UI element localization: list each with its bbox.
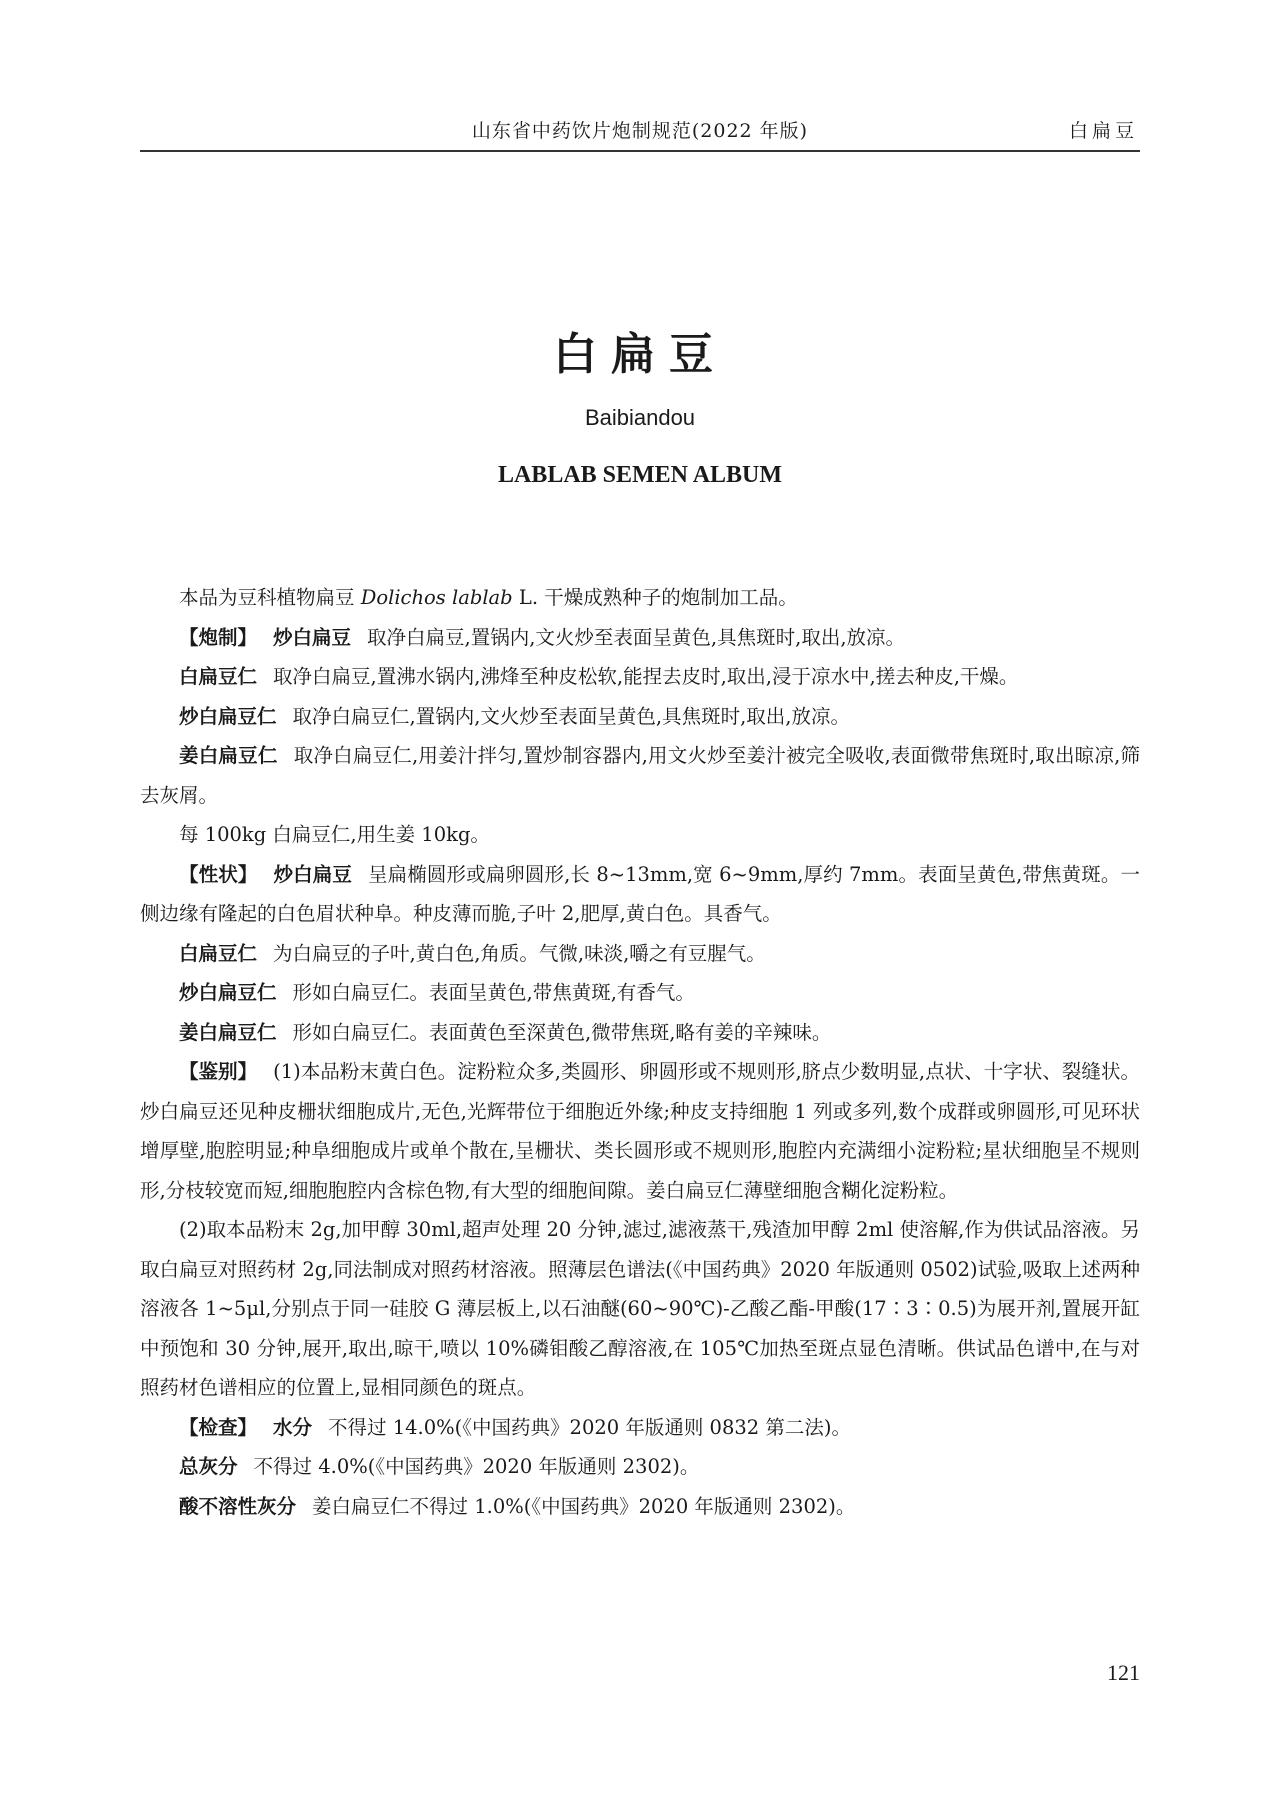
inspection-item	[140, 1447, 1140, 1487]
item-text: 呈扁椭圆形或扁卵圆形,长 8~13mm,宽 6~9mm,厚约 7mm。表面呈黄色,带焦黄斑。一侧边缘有隆起的白色眉状种阜。种皮薄而脆,子叶 2,肥厚,黄白色。具香气。	[140, 862, 1140, 925]
processing-item	[140, 736, 1140, 815]
monograph-body	[140, 578, 1140, 1526]
intro-paragraph	[140, 578, 1140, 618]
item-text: 取净白扁豆仁,用姜汁拌匀,置炒制容器内,用文火炒至姜汁被完全吸收,表面微带焦斑时,取出晾凉,筛去灰屑。	[140, 744, 1140, 807]
item-name: 白扁豆仁	[179, 665, 258, 688]
item-name: 炒白扁豆	[273, 625, 352, 649]
monograph-title: 白扁豆	[553, 329, 727, 380]
item-text: 取净白扁豆,置沸水锅内,沸烽至种皮松软,能捏去皮时,取出,浸于凉水中,搓去种皮,干燥。	[273, 665, 1019, 688]
item-text: 姜白扁豆仁不得过 1.0%(《中国药典》2020 年版通则 2302)。	[312, 1494, 856, 1518]
species-name: Dolichos lablab	[360, 586, 513, 609]
processing-item	[140, 618, 1140, 658]
item-name: 姜白扁豆仁	[179, 744, 278, 767]
item-text: 形如白扁豆仁。表面呈黄色,带焦黄斑,有香气。	[292, 981, 695, 1004]
section-heading: 【检查】	[179, 1415, 258, 1439]
running-header	[140, 110, 1140, 152]
inspection-item	[140, 1487, 1140, 1527]
section-title: 白扁豆	[1068, 120, 1138, 142]
item-name: 炒白扁豆	[273, 862, 352, 886]
item-text: 不得过 14.0%(《中国药典》2020 年版通则 0832 第二法)。	[328, 1415, 851, 1439]
item-name: 总灰分	[179, 1455, 238, 1478]
character-item	[140, 934, 1140, 974]
item-name: 炒白扁豆仁	[179, 981, 277, 1004]
item-name: 姜白扁豆仁	[179, 1020, 277, 1044]
item-name: 酸不溶性灰分	[179, 1494, 297, 1518]
item-text: 取净白扁豆,置锅内,文火炒至表面呈黄色,具焦斑时,取出,放凉。	[367, 625, 906, 649]
item-text: 不得过 4.0%(《中国药典》2020 年版通则 2302)。	[253, 1455, 700, 1478]
intro-text: 本品为豆科植物扁豆	[179, 586, 361, 609]
book-title: 山东省中药饮片炮制规范(2022 年版)	[471, 120, 809, 142]
latin-name: LABLAB SEMEN ALBUM	[497, 462, 783, 488]
item-name: 炒白扁豆仁	[179, 704, 277, 728]
item-name: 水分	[273, 1415, 313, 1439]
identification-part1	[140, 1052, 1140, 1210]
item-text: 为白扁豆的子叶,黄白色,角质。气微,味淡,嚼之有豆腥气。	[273, 941, 766, 965]
item-text: (1)本品粉末黄白色。淀粉粒众多,类圆形、卵圆形或不规则形,脐点少数明显,点状、十字状、裂缝状。炒白扁豆还见种皮栅状细胞成片,无色,光辉带位于细胞近外缘;种皮支持细胞 1 列或多列,数个成群或卵圆形,可见环状增厚壁,胞腔明显;种阜细胞成片或单个散在,呈栅状、类长圆形或不规则形,胞腔内充满细小淀粉粒;星状细胞呈不规则形,分枝较宽而短,细胞胞腔内含棕色物,有大型的细胞间隙。姜白扁豆仁薄壁细胞含糊化淀粉粒。	[140, 1060, 1140, 1202]
inspection-item	[140, 1408, 1140, 1448]
section-heading: 【性状】	[179, 862, 258, 886]
section-heading: 【鉴别】	[179, 1060, 258, 1083]
pinyin-name: Baibiandou	[584, 405, 696, 430]
character-item	[140, 1013, 1140, 1053]
item-name: 白扁豆仁	[179, 941, 258, 965]
character-item	[140, 855, 1140, 934]
processing-item	[140, 697, 1140, 737]
ginger-ratio: 每 100kg 白扁豆仁,用生姜 10kg。	[179, 823, 490, 846]
identification-part2: (2)取本品粉末 2g,加甲醇 30ml,超声处理 20 分钟,滤过,滤液蒸干,残渣加甲醇 2ml 使溶解,作为供试品溶液。另取白扁豆对照药材 2g,同法制成对照药材溶液。照薄层色谱法(《中国药典》2020 年版通则 0502)试验,吸取上述两种溶液各 1~5μl,分别点于同一硅胶 G 薄层板上,以石油醚(60~90℃)-乙酸乙酯-甲酸(17∶3∶0.5)为展开剂,置展开缸中预饱和 30 分钟,展开,取出,晾干,喷以 10%磷钼酸乙醇溶液,在 105℃加热至斑点显色清晰。供试品色谱中,在与对照药材色谱相应的位置上,显相同颜色的斑点。	[140, 1218, 1140, 1399]
section-heading: 【炮制】	[179, 625, 258, 649]
character-item	[140, 973, 1140, 1013]
item-text: 形如白扁豆仁。表面黄色至深黄色,微带焦斑,略有姜的辛辣味。	[292, 1020, 832, 1044]
item-text: 取净白扁豆仁,置锅内,文火炒至表面呈黄色,具焦斑时,取出,放凉。	[292, 704, 851, 728]
processing-item	[140, 657, 1140, 697]
intro-text-end: L. 干燥成熟种子的炮制加工品。	[512, 586, 798, 609]
page-number: 121	[1107, 1660, 1140, 1685]
